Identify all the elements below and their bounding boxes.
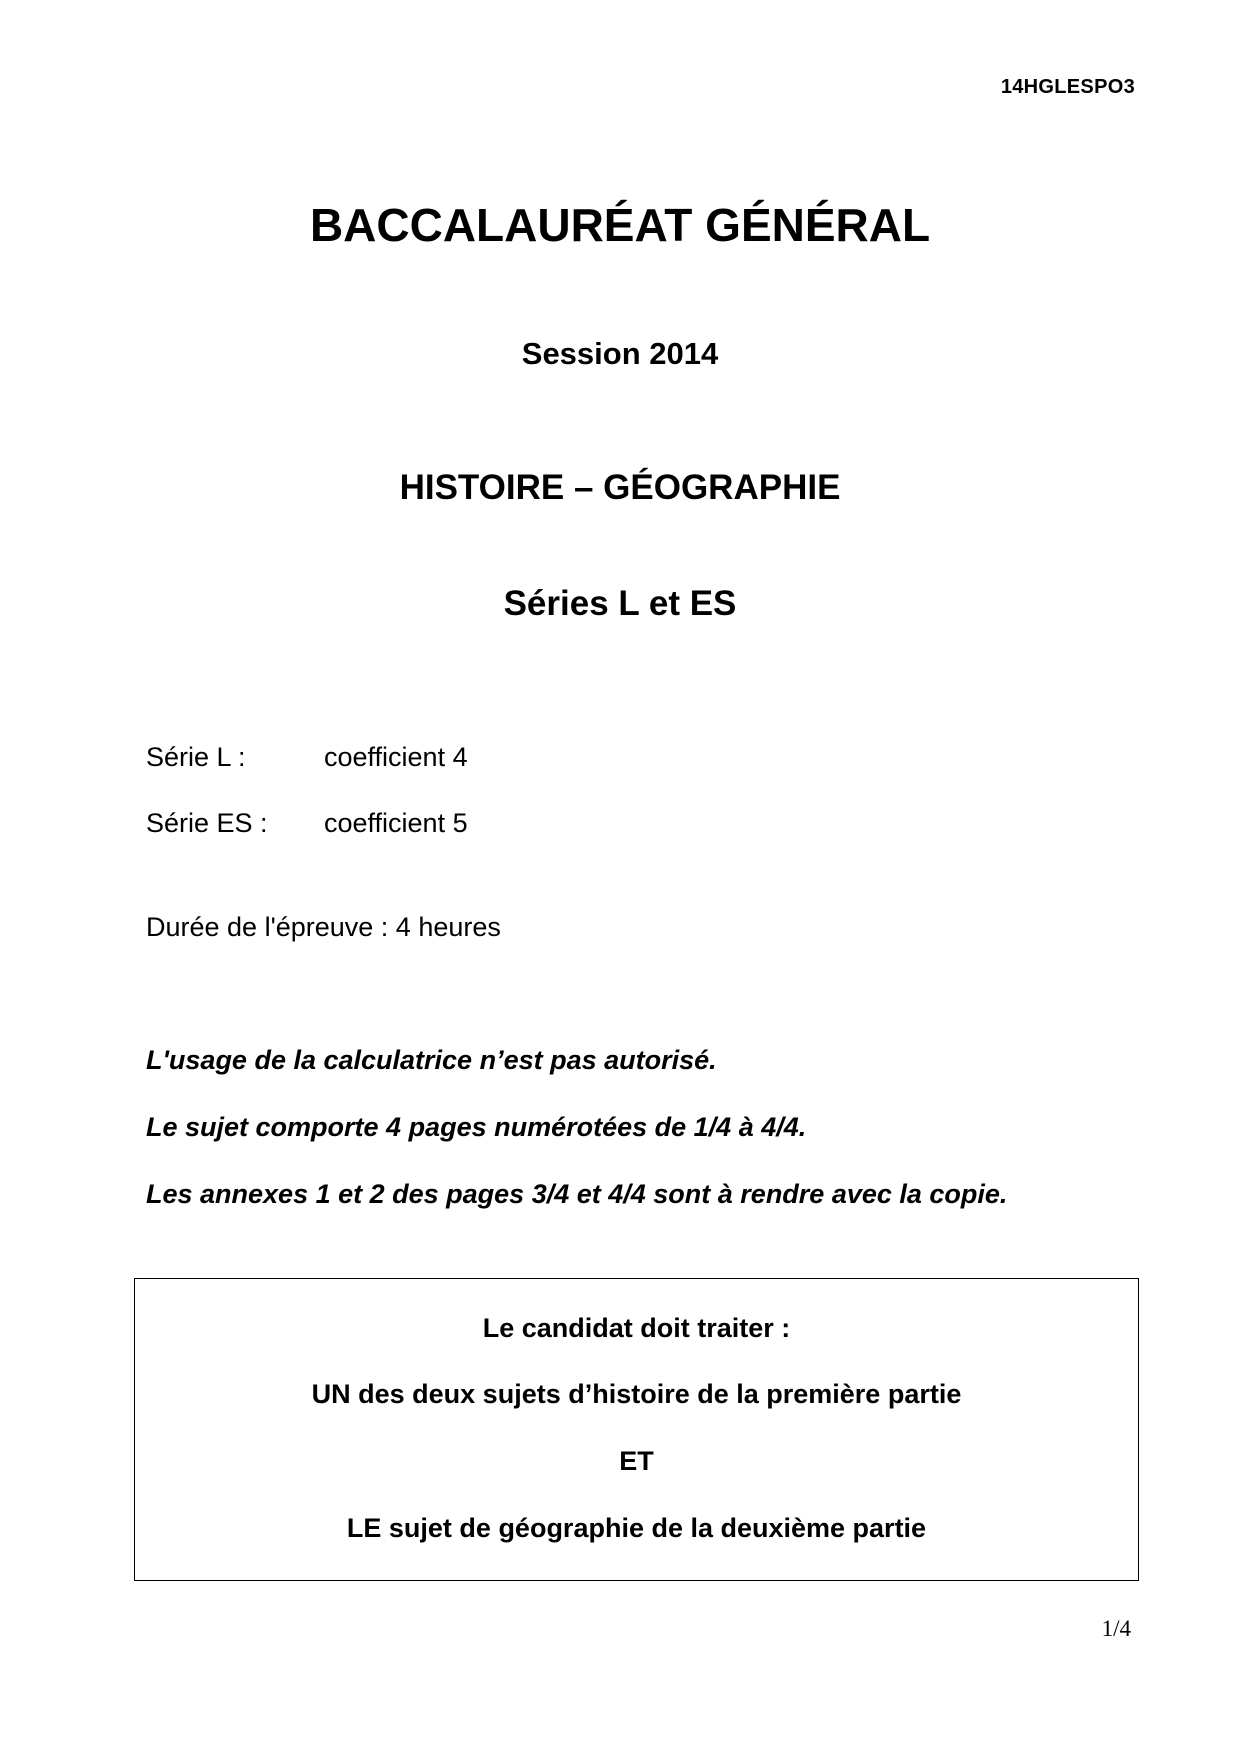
instructions-geography: LE sujet de géographie de la deuxième partie (346, 1513, 927, 1543)
session-year: Session 2014 (521, 336, 719, 371)
notice-calculator: L'usage de la calculatrice n’est pas autorisé. (146, 1045, 717, 1075)
instructions-conjunction: ET (619, 1446, 654, 1476)
series-title: Séries L et ES (503, 584, 737, 623)
coefficient-row-l (146, 742, 468, 773)
subject-title: HISTOIRE – GÉOGRAPHIE (399, 468, 841, 507)
instructions-history: UN des deux sujets d’histoire de la première partie (311, 1379, 962, 1409)
coefficient-label: Série ES : (146, 808, 268, 838)
instructions-heading: Le candidat doit traiter : (482, 1313, 791, 1343)
instructions-box (134, 1278, 1139, 1581)
coefficient-value: coefficient 4 (324, 742, 468, 772)
exam-duration: Durée de l'épreuve : 4 heures (146, 912, 501, 942)
notice-page-count: Le sujet comporte 4 pages numérotées de 1/4 à 4/4. (146, 1112, 807, 1142)
page-number: 1/4 (1101, 1616, 1131, 1641)
coefficient-row-es (146, 808, 468, 839)
coefficient-label: Série L : (146, 742, 246, 772)
document-code: 14HGLESPO3 (1000, 76, 1135, 98)
exam-title: BACCALAURÉAT GÉNÉRAL (309, 199, 931, 251)
coefficient-value: coefficient 5 (324, 808, 468, 838)
notice-annexes: Les annexes 1 et 2 des pages 3/4 et 4/4 sont à rendre avec la copie. (146, 1179, 1008, 1209)
